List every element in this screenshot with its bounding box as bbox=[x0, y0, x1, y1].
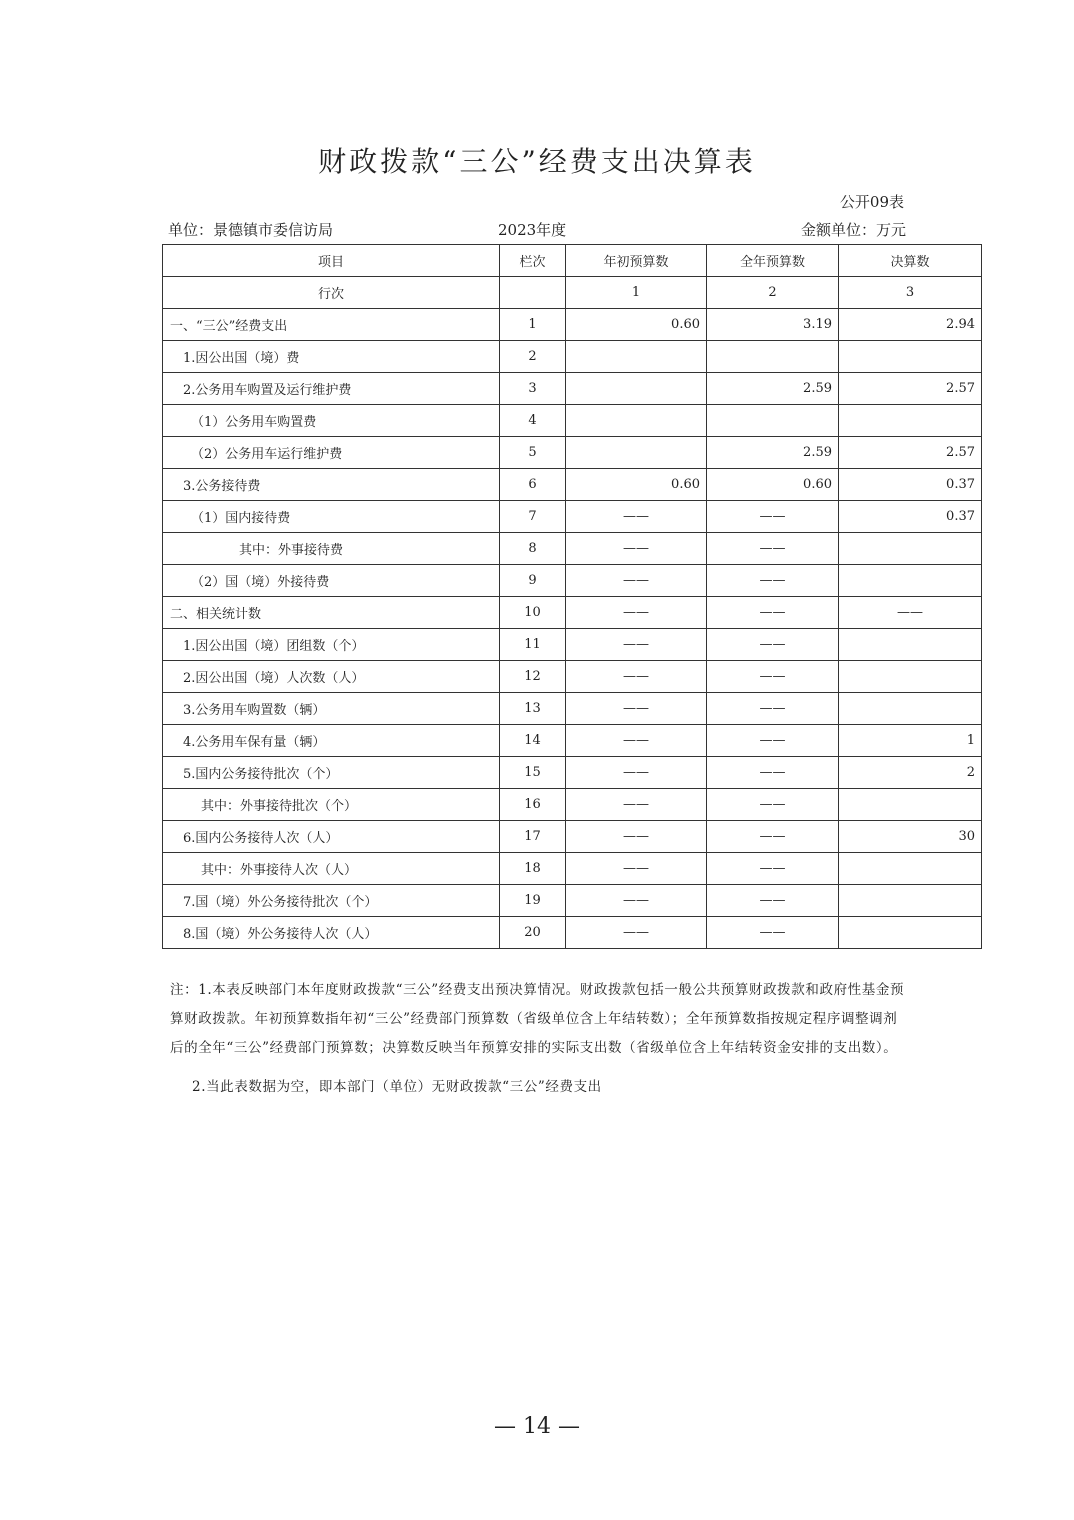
cell-no: 9 bbox=[500, 565, 566, 597]
cell-item: 8.国（境）外公务接待人次（人） bbox=[163, 917, 500, 949]
cell-item: 3.公务接待费 bbox=[163, 469, 500, 501]
header-initial-budget: 年初预算数 bbox=[566, 245, 707, 277]
cell-item: 二、相关统计数 bbox=[163, 597, 500, 629]
cell-no: 15 bbox=[500, 757, 566, 789]
cell-no: 3 bbox=[500, 373, 566, 405]
cell-v2 bbox=[707, 341, 839, 373]
cell-item: 1.因公出国（境）团组数（个） bbox=[163, 629, 500, 661]
cell-v2: —— bbox=[707, 757, 839, 789]
table-row bbox=[163, 789, 982, 821]
table-row bbox=[163, 469, 982, 501]
cell-v3: 30 bbox=[839, 821, 982, 853]
cell-item: 其中：外事接待批次（个） bbox=[163, 789, 500, 821]
cell-v1 bbox=[566, 341, 707, 373]
cell-v1: 0.60 bbox=[566, 309, 707, 341]
cell-v2: —— bbox=[707, 917, 839, 949]
cell-v2: —— bbox=[707, 853, 839, 885]
cell-v1: —— bbox=[566, 565, 707, 597]
header-annual-budget: 全年预算数 bbox=[707, 245, 839, 277]
cell-v1: —— bbox=[566, 853, 707, 885]
cell-v3: 2.57 bbox=[839, 373, 982, 405]
cell-v2: 2 bbox=[707, 277, 839, 309]
cell-v1: 0.60 bbox=[566, 469, 707, 501]
cell-v3 bbox=[839, 661, 982, 693]
table-row bbox=[163, 373, 982, 405]
header-column-no: 栏次 bbox=[500, 245, 566, 277]
cell-v2 bbox=[707, 405, 839, 437]
cell-v2: 3.19 bbox=[707, 309, 839, 341]
note-1: 注：1.本表反映部门本年度财政拨款“三公”经费支出预决算情况。财政拨款包括一般公共预算财政拨款和政府性基金预算财政拨款。年初预算数指年初“三公”经费部门预算数（省级单位含上年结转数）；全年预算数指按规定程序调整调剂后的全年“三公”经费部门预算数；决算数反映当年预算安排的实际支出数（省级单位含上年结转资金安排的支出数）。 bbox=[170, 982, 905, 1056]
unit-label: 单位：景德镇市委信访局 bbox=[168, 221, 334, 239]
cell-item: 2.公务用车购置及运行维护费 bbox=[163, 373, 500, 405]
cell-item: 4.公务用车保有量（辆） bbox=[163, 725, 500, 757]
cell-v2: 0.60 bbox=[707, 469, 839, 501]
cell-no: 2 bbox=[500, 341, 566, 373]
cell-v3 bbox=[839, 885, 982, 917]
cell-v3 bbox=[839, 853, 982, 885]
cell-v1: —— bbox=[566, 501, 707, 533]
cell-item: 行次 bbox=[163, 277, 500, 309]
cell-v1: —— bbox=[566, 629, 707, 661]
cell-v3 bbox=[839, 533, 982, 565]
cell-item: 其中：外事接待人次（人） bbox=[163, 853, 500, 885]
cell-v2: —— bbox=[707, 789, 839, 821]
table-row bbox=[163, 405, 982, 437]
cell-v1: —— bbox=[566, 725, 707, 757]
cell-v3: 2.57 bbox=[839, 437, 982, 469]
cell-v1 bbox=[566, 405, 707, 437]
cell-v3: —— bbox=[839, 597, 982, 629]
table-row bbox=[163, 565, 982, 597]
cell-item: 6.国内公务接待人次（人） bbox=[163, 821, 500, 853]
cell-v2: —— bbox=[707, 501, 839, 533]
cell-v1: —— bbox=[566, 885, 707, 917]
cell-no: 6 bbox=[500, 469, 566, 501]
cell-v1 bbox=[566, 437, 707, 469]
cell-no: 20 bbox=[500, 917, 566, 949]
money-unit-label: 金额单位：万元 bbox=[800, 221, 906, 239]
table-row bbox=[163, 341, 982, 373]
form-number: 公开09表 bbox=[839, 193, 904, 211]
cell-item: 1.因公出国（境）费 bbox=[163, 341, 500, 373]
cell-no: 18 bbox=[500, 853, 566, 885]
cell-v2: 2.59 bbox=[707, 437, 839, 469]
table-row bbox=[163, 501, 982, 533]
cell-no: 14 bbox=[500, 725, 566, 757]
cell-no: 12 bbox=[500, 661, 566, 693]
cell-no: 11 bbox=[500, 629, 566, 661]
cell-item: （2）国（境）外接待费 bbox=[163, 565, 500, 597]
cell-v2: 2.59 bbox=[707, 373, 839, 405]
cell-v1: —— bbox=[566, 821, 707, 853]
cell-item: （1）国内接待费 bbox=[163, 501, 500, 533]
cell-v3: 2.94 bbox=[839, 309, 982, 341]
note-2: 2.当此表数据为空，即本部门（单位）无财政拨款“三公”经费支出 bbox=[192, 1079, 602, 1095]
cell-v3 bbox=[839, 405, 982, 437]
cell-v2: —— bbox=[707, 629, 839, 661]
cell-no: 19 bbox=[500, 885, 566, 917]
cell-item: （1）公务用车购置费 bbox=[163, 405, 500, 437]
cell-v2: —— bbox=[707, 725, 839, 757]
cell-v3 bbox=[839, 565, 982, 597]
cell-item: 2.因公出国（境）人次数（人） bbox=[163, 661, 500, 693]
cell-v2: —— bbox=[707, 821, 839, 853]
cell-item: 7.国（境）外公务接待批次（个） bbox=[163, 885, 500, 917]
cell-item: 其中：外事接待费 bbox=[163, 533, 500, 565]
cell-v1: —— bbox=[566, 661, 707, 693]
cell-v3: 0.37 bbox=[839, 501, 982, 533]
cell-v3: 0.37 bbox=[839, 469, 982, 501]
cell-v3 bbox=[839, 629, 982, 661]
cell-v2: —— bbox=[707, 597, 839, 629]
cell-v3 bbox=[839, 341, 982, 373]
cell-item: （2）公务用车运行维护费 bbox=[163, 437, 500, 469]
table-row bbox=[163, 629, 982, 661]
page-number: — 14 — bbox=[494, 1414, 580, 1439]
cell-v2: —— bbox=[707, 885, 839, 917]
cell-v3 bbox=[839, 693, 982, 725]
table-row bbox=[163, 917, 982, 949]
cell-v2: —— bbox=[707, 661, 839, 693]
cell-item: 3.公务用车购置数（辆） bbox=[163, 693, 500, 725]
table-row bbox=[163, 533, 982, 565]
table-row bbox=[163, 661, 982, 693]
cell-v1: —— bbox=[566, 757, 707, 789]
cell-v1: —— bbox=[566, 597, 707, 629]
table-row bbox=[163, 821, 982, 853]
table-row bbox=[163, 309, 982, 341]
cell-no: 7 bbox=[500, 501, 566, 533]
table-row bbox=[163, 725, 982, 757]
table-row bbox=[163, 757, 982, 789]
expense-table bbox=[162, 244, 982, 949]
cell-no: 8 bbox=[500, 533, 566, 565]
cell-no: 16 bbox=[500, 789, 566, 821]
table-meta bbox=[168, 219, 906, 241]
table-row bbox=[163, 437, 982, 469]
cell-v3: 3 bbox=[839, 277, 982, 309]
notes bbox=[170, 976, 908, 1102]
cell-v3: 1 bbox=[839, 725, 982, 757]
cell-item: 一、“三公”经费支出 bbox=[163, 309, 500, 341]
table-row bbox=[163, 853, 982, 885]
cell-no: 10 bbox=[500, 597, 566, 629]
cell-no bbox=[500, 277, 566, 309]
header-item: 项目 bbox=[163, 245, 500, 277]
table-row bbox=[163, 277, 982, 309]
cell-v1: —— bbox=[566, 533, 707, 565]
cell-v2: —— bbox=[707, 565, 839, 597]
cell-v3 bbox=[839, 917, 982, 949]
cell-no: 4 bbox=[500, 405, 566, 437]
cell-no: 1 bbox=[500, 309, 566, 341]
table-header-row bbox=[163, 245, 982, 277]
cell-v1: —— bbox=[566, 789, 707, 821]
cell-item: 5.国内公务接待批次（个） bbox=[163, 757, 500, 789]
cell-v2: —— bbox=[707, 693, 839, 725]
cell-v3 bbox=[839, 789, 982, 821]
header-final-account: 决算数 bbox=[839, 245, 982, 277]
cell-v2: —— bbox=[707, 533, 839, 565]
cell-v1: 1 bbox=[566, 277, 707, 309]
table-row bbox=[163, 597, 982, 629]
table-row bbox=[163, 885, 982, 917]
table-row bbox=[163, 693, 982, 725]
page-title: 财政拨款“三公”经费支出决算表 bbox=[318, 145, 756, 178]
cell-v1: —— bbox=[566, 693, 707, 725]
cell-v1: —— bbox=[566, 917, 707, 949]
cell-v1 bbox=[566, 373, 707, 405]
cell-no: 5 bbox=[500, 437, 566, 469]
cell-v3: 2 bbox=[839, 757, 982, 789]
cell-no: 13 bbox=[500, 693, 566, 725]
cell-no: 17 bbox=[500, 821, 566, 853]
year-label: 2023年度 bbox=[498, 221, 567, 239]
